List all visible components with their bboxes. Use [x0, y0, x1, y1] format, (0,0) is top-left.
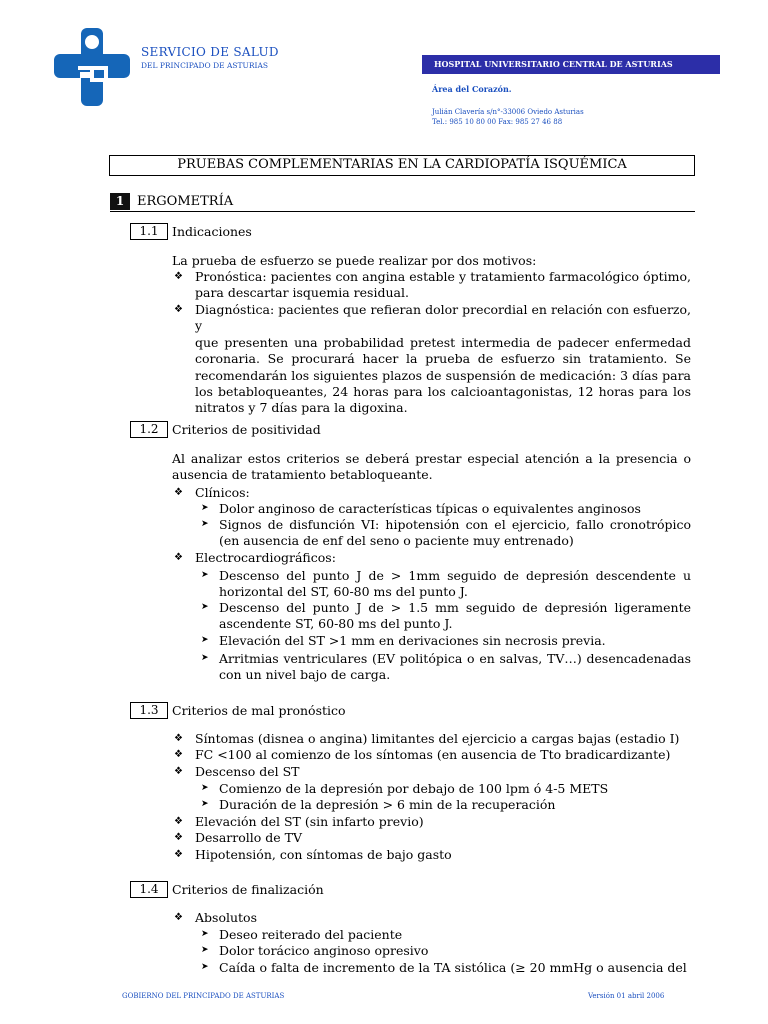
subsection-title: Indicaciones	[172, 224, 252, 239]
diamond-bullet-icon: ❖	[174, 912, 183, 923]
list-item: Duración de la depresión > 6 min de la recuperación	[219, 797, 556, 812]
list-item: Elevación del ST (sin infarto previo)	[195, 814, 424, 829]
address-line: Julián Clavería s/n°-33006 Oviedo Asturias	[432, 108, 584, 116]
arrow-bullet-icon: ➤	[201, 602, 209, 612]
list-item: Descenso del ST	[195, 764, 300, 779]
diamond-bullet-icon: ❖	[174, 766, 183, 777]
list-item: Síntomas (disnea o angina) limitantes del ejercicio a cargas bajas (estadio I)	[195, 731, 680, 746]
arrow-bullet-icon: ➤	[201, 635, 209, 645]
list-item: Caída o falta de incremento de la TA sistólica (≥ 20 mmHg o ausencia del	[219, 960, 687, 975]
arrow-bullet-icon: ➤	[201, 570, 209, 580]
section-heading	[110, 193, 695, 212]
paragraph: Al analizar estos criterios se deberá prestar especial atención a la presencia o ausencia de tratamiento betabloqueante.	[172, 451, 691, 483]
arrow-bullet-icon: ➤	[201, 962, 209, 972]
section-number: 1	[110, 193, 130, 210]
list-item: Descenso del punto J de > 1.5 mm seguido de depresión ligeramente ascendente ST, 60-80 ms del punto J.	[219, 600, 691, 632]
subsection-number: 1.2	[130, 421, 168, 438]
servicio-salud-logo	[54, 28, 130, 106]
arrow-bullet-icon: ➤	[201, 929, 209, 939]
list-item: Pronóstica: pacientes con angina estable y tratamiento farmacológico óptimo, para descartar isquemia residual.	[195, 269, 691, 301]
list-item: Electrocardiográficos:	[195, 550, 336, 565]
subsection-number: 1.1	[130, 223, 168, 240]
subsection-title: Criterios de positividad	[172, 422, 321, 437]
list-item: FC <100 al comienzo de los síntomas (en ausencia de Tto bradicardizante)	[195, 747, 671, 762]
list-item: Hipotensión, con síntomas de bajo gasto	[195, 847, 452, 862]
arrow-bullet-icon: ➤	[201, 783, 209, 793]
diamond-bullet-icon: ❖	[174, 271, 183, 282]
arrow-bullet-icon: ➤	[201, 799, 209, 809]
list-item: Absolutos	[195, 910, 257, 925]
list-item: Descenso del punto J de > 1mm seguido de depresión descendente u horizontal del ST, 60-80 ms del punto J.	[219, 568, 691, 600]
list-item: Comienzo de la depresión por debajo de 100 lpm ó 4-5 METS	[219, 781, 609, 796]
list-item: Deseo reiterado del paciente	[219, 927, 403, 942]
arrow-bullet-icon: ➤	[201, 653, 209, 663]
area-name: Área del Corazón.	[432, 84, 512, 94]
phone-line: Tel.: 985 10 80 00 Fax: 985 27 46 88	[432, 118, 563, 126]
section-title: ERGOMETRÍA	[137, 194, 234, 209]
diamond-bullet-icon: ❖	[174, 304, 183, 315]
arrow-bullet-icon: ➤	[201, 503, 209, 513]
list-item: Arritmias ventriculares (EV politópica o en salvas, TV…) desencadenadas con un nivel bajo de carga.	[219, 651, 691, 683]
list-item: Diagnóstica: pacientes que refieran dolor precordial en relación con esfuerzo, y que presenten una probabilidad pretest intermedia de padecer enfermedad coronaria. Se procurará hacer la prueba de esfuerzo sin tratamiento. Se recomendarán los siguientes plazos de suspensión de medicación: 3 días para los betabloqueantes, 24 horas para los calcioantagonistas, 12 horas para los nitratos y 7 días para la digoxina.	[195, 302, 691, 416]
list-item: Dolor torácico anginoso opresivo	[219, 943, 429, 958]
arrow-bullet-icon: ➤	[201, 945, 209, 955]
footer-left: GOBIERNO DEL PRINCIPADO DE ASTURIAS	[122, 992, 285, 1000]
diamond-bullet-icon: ❖	[174, 552, 183, 563]
paragraph: La prueba de esfuerzo se puede realizar por dos motivos:	[172, 253, 537, 268]
subsection-number: 1.4	[130, 881, 168, 898]
list-item: Clínicos:	[195, 485, 250, 500]
hospital-banner: HOSPITAL UNIVERSITARIO CENTRAL DE ASTURIAS	[422, 55, 720, 74]
list-item: Signos de disfunción VI: hipotensión con el ejercicio, fallo cronotrópico (en ausencia de enf del seno o paciente muy entrenado)	[219, 517, 691, 549]
diamond-bullet-icon: ❖	[174, 832, 183, 843]
subsection-title: Criterios de mal pronóstico	[172, 703, 346, 718]
list-item: Elevación del ST >1 mm en derivaciones sin necrosis previa.	[219, 633, 606, 648]
org-subtitle: DEL PRINCIPADO DE ASTURIAS	[141, 61, 269, 70]
list-item: Dolor anginoso de características típicas o equivalentes anginosos	[219, 501, 641, 516]
diamond-bullet-icon: ❖	[174, 749, 183, 760]
diamond-bullet-icon: ❖	[174, 849, 183, 860]
document-title: PRUEBAS COMPLEMENTARIAS EN LA CARDIOPATÍA ISQUÉMICA	[109, 155, 695, 176]
footer-version: Versión 01 abril 2006	[588, 992, 665, 1000]
list-item: Desarrollo de TV	[195, 830, 302, 845]
arrow-bullet-icon: ➤	[201, 519, 209, 529]
diamond-bullet-icon: ❖	[174, 487, 183, 498]
org-name: SERVICIO DE SALUD	[141, 45, 279, 59]
subsection-title: Criterios de finalización	[172, 882, 324, 897]
address-block	[432, 107, 584, 127]
diamond-bullet-icon: ❖	[174, 733, 183, 744]
diamond-bullet-icon: ❖	[174, 816, 183, 827]
subsection-number: 1.3	[130, 702, 168, 719]
